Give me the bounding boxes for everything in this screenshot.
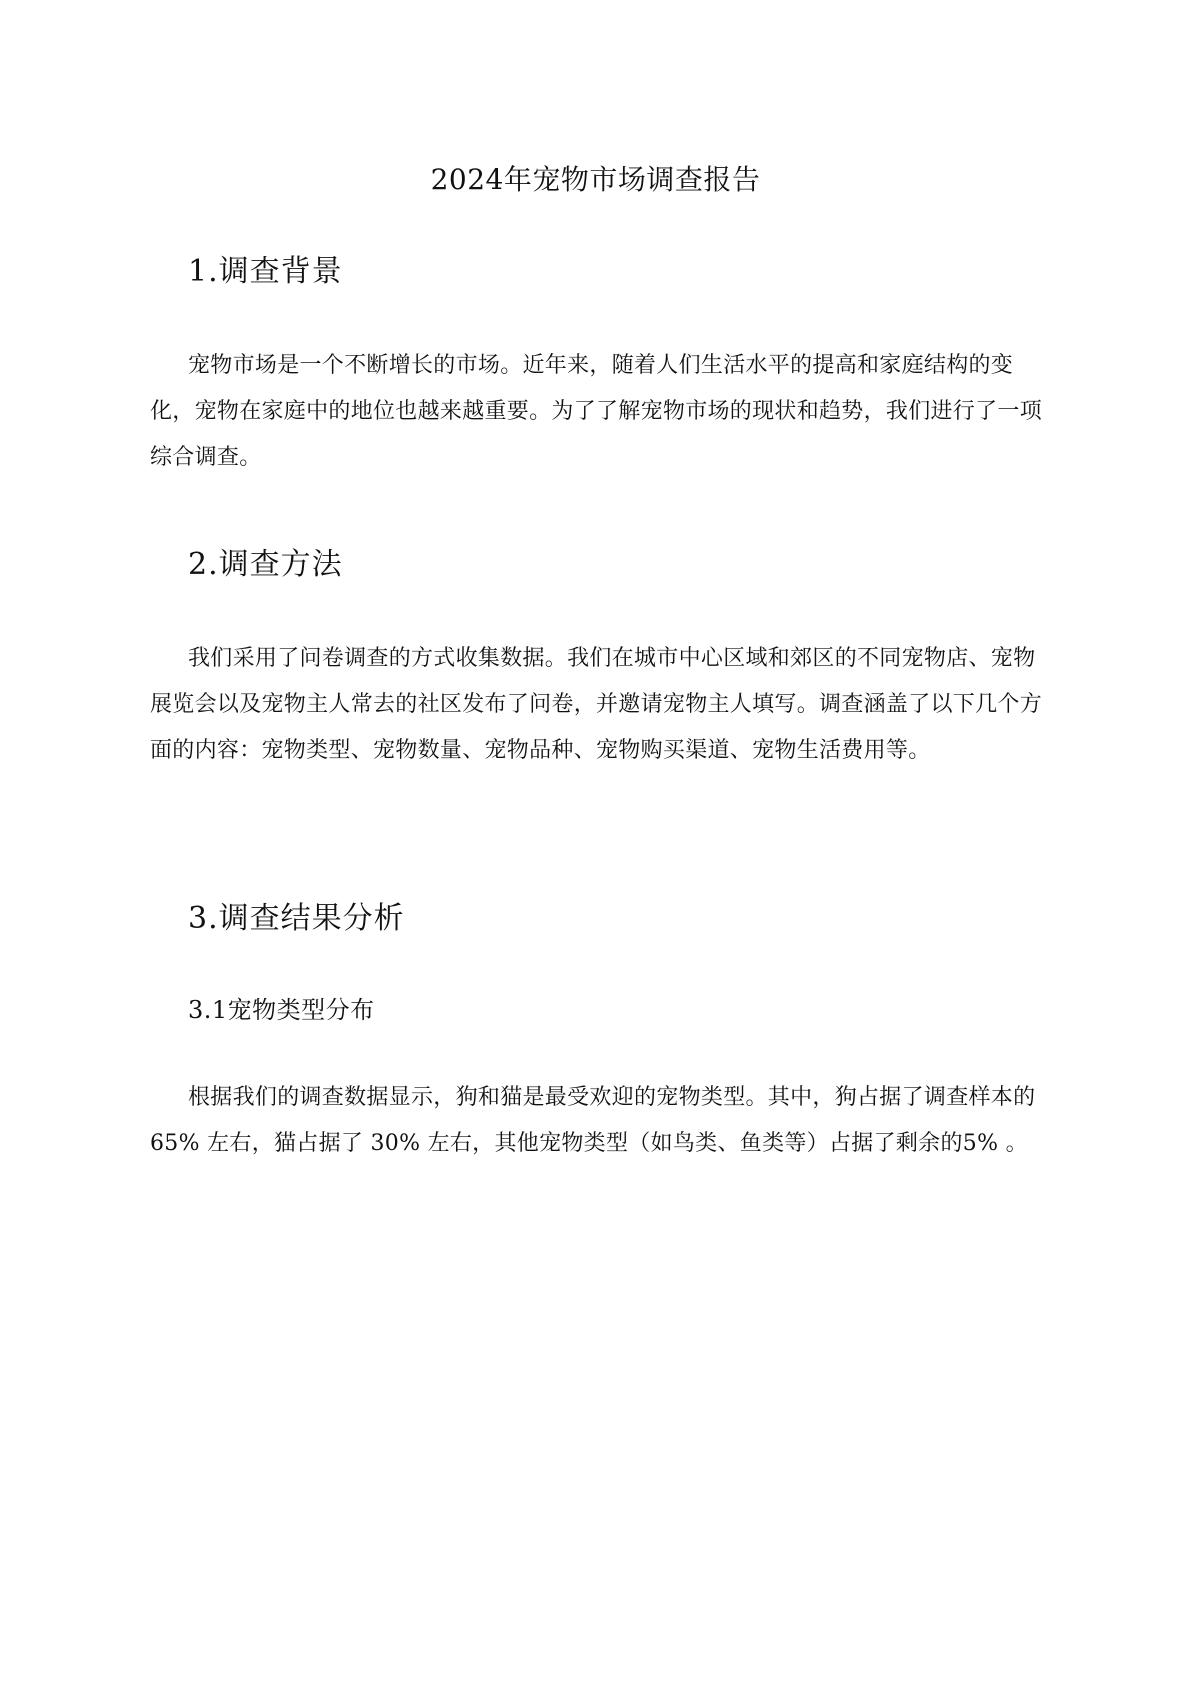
section-heading-method: 2.调查方法 — [188, 547, 343, 582]
subsection-heading-pet-type: 3.1宠物类型分布 — [188, 996, 375, 1024]
section-heading-background: 1.调查背景 — [188, 254, 343, 289]
document-title: 2024年宠物市场调查报告 — [430, 163, 761, 196]
subsection-paragraph-pet-type: 根据我们的调查数据显示，狗和猫是最受欢迎的宠物类型。其中，狗占据了调查样本的65% 左右，猫占据了 30% 左右，其他宠物类型（如鸟类、鱼类等）占据了剩余的5% 。 — [150, 1085, 1036, 1156]
section-paragraph-background: 宠物市场是一个不断增长的市场。近年来，随着人们生活水平的提高和家庭结构的变化，宠物在家庭中的地位也越来越重要。为了了解宠物市场的现状和趋势，我们进行了一项综合调查。 — [150, 353, 1043, 470]
section-paragraph-method: 我们采用了问卷调查的方式收集数据。我们在城市中心区域和郊区的不同宠物店、宠物展览会以及宠物主人常去的社区发布了问卷，并邀请宠物主人填写。调查涵盖了以下几个方面的内容：宠物类型、宠物数量、宠物品种、宠物购买渠道、宠物生活费用等。 — [150, 646, 1043, 763]
section-heading-results: 3.调查结果分析 — [188, 901, 405, 936]
